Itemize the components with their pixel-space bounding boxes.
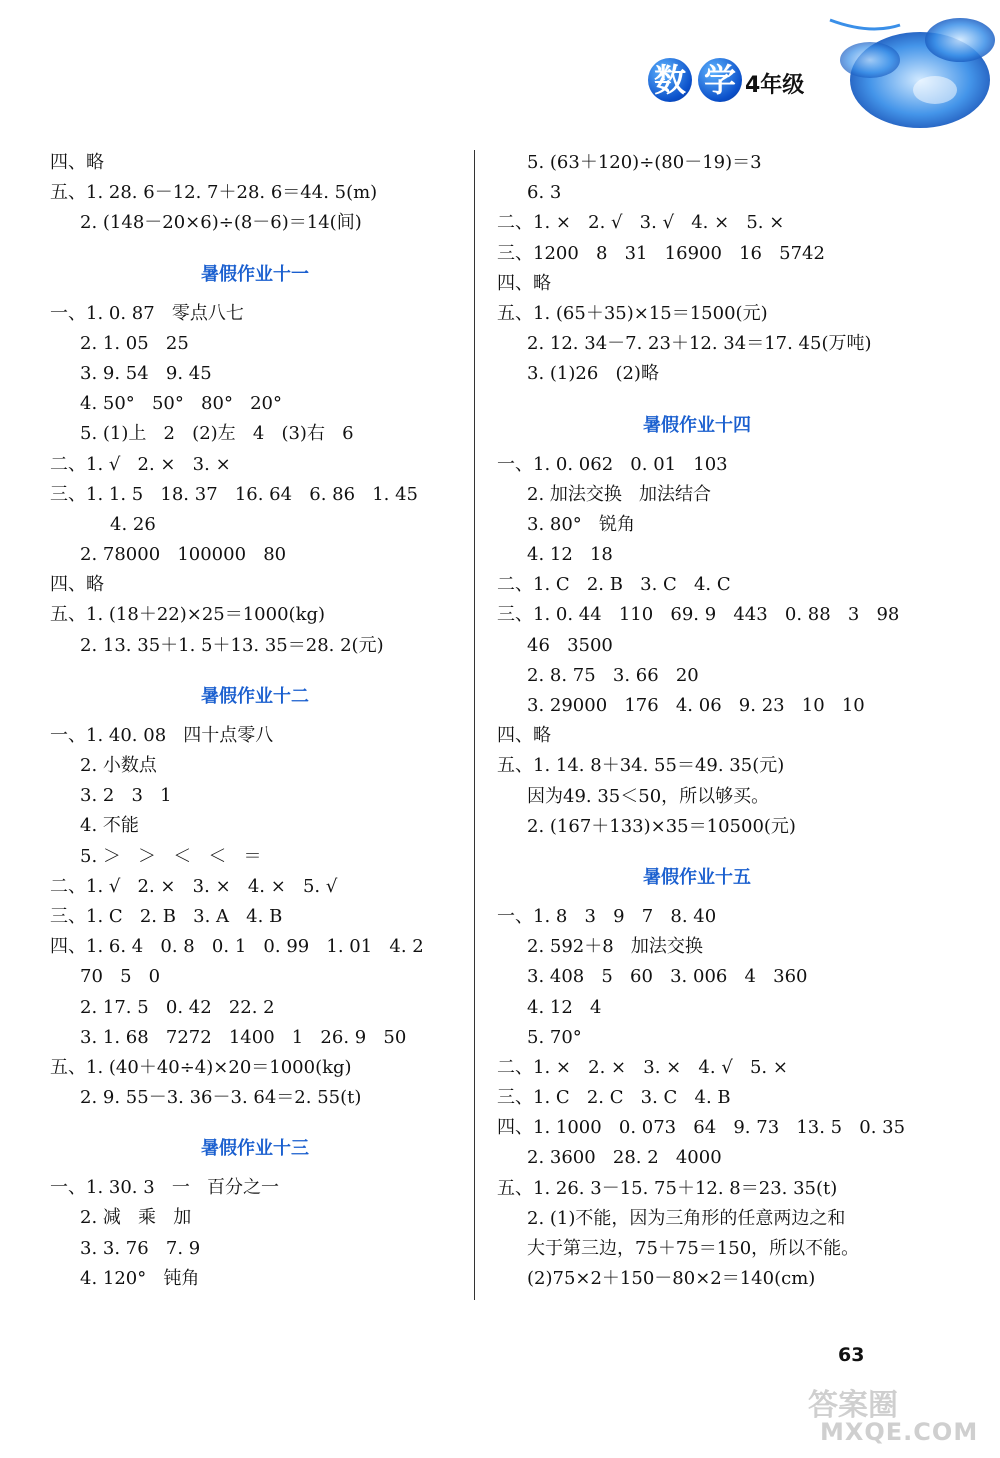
- answer-line: 46 3500: [527, 634, 613, 656]
- answer-line: 五、1. (65＋35)×15＝1500(元): [497, 302, 768, 324]
- answer-line: 4. 不能: [80, 815, 139, 837]
- watermark-logo: 答案圈: [808, 1388, 898, 1423]
- answer-line: (2)75×2＋150－80×2＝140(cm): [527, 1268, 816, 1290]
- answer-line: 三、1. C 2. C 3. C 4. B: [497, 1087, 731, 1109]
- answer-line: 2. 3600 28. 2 4000: [527, 1147, 722, 1169]
- answer-line: 3. 9. 54 9. 45: [80, 362, 212, 384]
- answer-line: 四、1. 1000 0. 073 64 9. 73 13. 5 0. 35: [497, 1117, 906, 1139]
- answer-line: 三、1. 1. 5 18. 37 16. 64 6. 86 1. 45: [50, 483, 419, 505]
- answer-line: 二、1. √ 2. × 3. ×: [50, 453, 231, 475]
- answer-line: 3. 80° 锐角: [527, 513, 635, 535]
- page-number: 63: [838, 1344, 865, 1366]
- answer-line: 一、1. 8 3 9 7 8. 40: [497, 905, 717, 927]
- answer-line: 4. 120° 钝角: [80, 1267, 200, 1289]
- answer-line: 2. 加法交换 加法结合: [527, 483, 712, 505]
- answer-line: 二、1. C 2. B 3. C 4. C: [497, 574, 731, 596]
- section-heading: 暑假作业十一: [201, 263, 309, 285]
- answer-line: 3. (1)26 (2)略: [527, 363, 659, 385]
- answer-line: 一、1. 30. 3 一 百分之一: [50, 1177, 280, 1199]
- answer-line: 2. (148－20×6)÷(8－6)＝14(间): [80, 212, 362, 234]
- subject-char-2: 学: [698, 58, 742, 102]
- answer-line: 二、1. √ 2. × 3. × 4. × 5. √: [50, 875, 338, 897]
- answer-line: 四、1. 6. 4 0. 8 0. 1 0. 99 1. 01 4. 2: [50, 936, 424, 958]
- answer-line: 三、1. C 2. B 3. A 4. B: [50, 905, 283, 927]
- answer-line: 3. 29000 176 4. 06 9. 23 10 10: [527, 695, 865, 716]
- answer-line: 三、1. 0. 44 110 69. 9 443 0. 88 3 98: [497, 604, 900, 626]
- answer-line: 4. 50° 50° 80° 20°: [80, 393, 283, 415]
- answer-line: 2. 12. 34－7. 23＋12. 34＝17. 45(万吨): [527, 333, 872, 355]
- answer-line: 5. 70°: [527, 1026, 582, 1048]
- answer-line: 2. 592＋8 加法交换: [527, 936, 703, 958]
- answer-line: 四、略: [50, 574, 104, 596]
- column-divider: [474, 150, 475, 1300]
- answer-line: 五、1. 28. 6－12. 7＋28. 6＝44. 5(m): [50, 182, 378, 204]
- answer-line: 一、1. 0. 87 零点八七: [50, 302, 244, 324]
- answer-line: 因为49. 35＜50，所以够买。: [527, 785, 770, 807]
- answer-line: 6. 3: [527, 182, 562, 204]
- answer-line: 2. 9. 55－3. 36－3. 64＝2. 55(t): [80, 1087, 362, 1109]
- answer-line: 四、略: [50, 152, 104, 173]
- right-column: [497, 148, 957, 1294]
- section-heading: 暑假作业十三: [201, 1138, 309, 1160]
- answer-line: 2. 17. 5 0. 42 22. 2: [80, 996, 275, 1018]
- section-heading: 暑假作业十二: [201, 685, 309, 707]
- answer-line: 2. 1. 05 25: [80, 332, 189, 354]
- answer-line: 一、1. 40. 08 四十点零八: [50, 724, 274, 746]
- answer-line: 2. (167＋133)×35＝10500(元): [527, 815, 796, 837]
- answer-line: 三、1200 8 31 16900 16 5742: [497, 242, 825, 264]
- answer-line: 2. 小数点: [80, 755, 157, 776]
- answer-line: 大于第三边，75＋75＝150，所以不能。: [527, 1238, 860, 1259]
- answer-line: 2. 13. 35＋1. 5＋13. 35＝28. 2(元): [80, 634, 384, 656]
- flower-decoration: [810, 0, 1000, 135]
- answer-line: 4. 12 18: [527, 544, 613, 566]
- answer-line: 五、1. 14. 8＋34. 55＝49. 35(元): [497, 755, 785, 777]
- answer-line: 五、1. (18＋22)×25＝1000(kg): [50, 604, 326, 626]
- answer-line: 3. 3. 76 7. 9: [80, 1237, 201, 1259]
- section-heading: 暑假作业十四: [643, 414, 751, 436]
- answer-line: 2. (1)不能，因为三角形的任意两边之和: [527, 1207, 846, 1229]
- answer-line: 3. 1. 68 7272 1400 1 26. 9 50: [80, 1026, 407, 1048]
- answer-line: 5. (1)上 2 (2)左 4 (3)右 6: [80, 423, 354, 445]
- answer-line: 四、略: [497, 725, 551, 747]
- answer-line: 2. 8. 75 3. 66 20: [527, 664, 699, 686]
- answer-line: 2. 减 乘 加: [80, 1207, 192, 1229]
- answer-line: 4. 26: [110, 513, 156, 535]
- answer-line: 4. 12 4: [527, 996, 602, 1018]
- answer-line: 二、1. × 2. √ 3. √ 4. × 5. ×: [497, 212, 785, 234]
- grade-label: 4年级: [745, 73, 805, 98]
- answer-line: 五、1. 26. 3－15. 75＋12. 8＝23. 35(t): [497, 1177, 838, 1199]
- subject-char-1: 数: [648, 58, 692, 102]
- answer-line: 一、1. 0. 062 0. 01 103: [497, 453, 728, 475]
- answer-line: 3. 2 3 1: [80, 785, 172, 807]
- section-heading: 暑假作业十五: [643, 866, 751, 888]
- answer-line: 5. ＞ ＞ ＜ ＜ ＝: [80, 845, 262, 867]
- watermark-url: MXQE.COM: [820, 1418, 979, 1446]
- answer-line: 3. 408 5 60 3. 006 4 360: [527, 966, 808, 988]
- answer-line: 四、略: [497, 272, 551, 294]
- answer-line: 70 5 0: [80, 966, 161, 988]
- left-column: [50, 148, 470, 1294]
- answer-line: 2. 78000 100000 80: [80, 544, 287, 566]
- answer-line: 5. (63＋120)÷(80－19)＝3: [527, 152, 762, 173]
- answer-line: 五、1. (40＋40÷4)×20＝1000(kg): [50, 1056, 352, 1078]
- answer-line: 二、1. × 2. × 3. × 4. √ 5. ×: [497, 1056, 788, 1078]
